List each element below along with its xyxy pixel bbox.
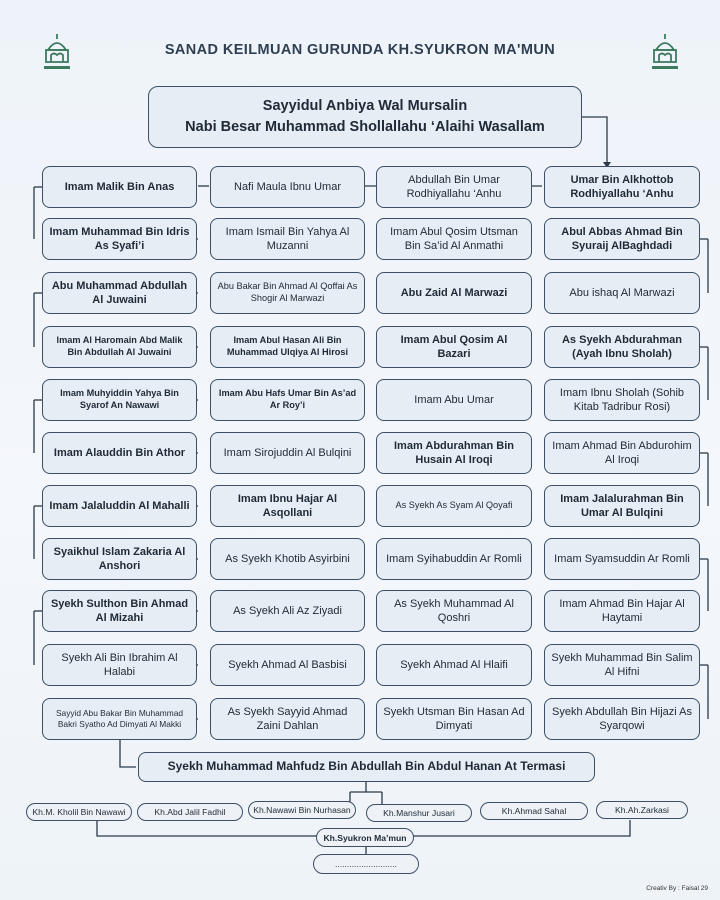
scholar-box-r1-c2: Nafi Maula Ibnu Umar — [210, 166, 365, 208]
scholar-box-r10-c4: Syekh Muhammad Bin Salim Al Hifni — [544, 644, 700, 686]
scholar-box-r9-c1: Syekh Sulthon Bin Ahmad Al Mizahi — [42, 590, 197, 632]
scholar-box-r5-c2: Imam Abu Hafs Umar Bin As’ad Ar Roy’i — [210, 379, 365, 421]
scholar-box-r3-c2: Abu Bakar Bin Ahmad Al Qoffai As Shogir Al Marwazi — [210, 272, 365, 314]
scholar-box-r11-c4: Syekh Abdullah Bin Hijazi As Syarqowi — [544, 698, 700, 740]
scholar-box-r3-c3: Abu Zaid Al Marwazi — [376, 272, 532, 314]
scholar-box-r4-c3: Imam Abul Qosim Al Bazari — [376, 326, 532, 368]
teacher-nawawi: Kh.Nawawi Bin Nurhasan — [248, 801, 356, 819]
scholar-box-r8-c3: Imam Syihabuddin Ar Romli — [376, 538, 532, 580]
scholar-box-r5-c3: Imam Abu Umar — [376, 379, 532, 421]
scholar-box-r5-c4: Imam Ibnu Sholah (Sohib Kitab Tadribur Rosi) — [544, 379, 700, 421]
teacher-manshur: Kh.Manshur Jusari — [366, 804, 472, 822]
scholar-box-r1-c1: Imam Malik Bin Anas — [42, 166, 197, 208]
scholar-box-r6-c3: Imam Abdurahman Bin Husain Al Iroqi — [376, 432, 532, 474]
scholar-box-r1-c3: Abdullah Bin Umar Rodhiyallahu ‘Anhu — [376, 166, 532, 208]
scholar-box-r7-c3: As Syekh As Syam Al Qoyafi — [376, 485, 532, 527]
teacher-abd-jalil: Kh.Abd Jalil Fadhil — [137, 803, 243, 821]
scholar-box-r1-c4: Umar Bin Alkhottob Rodhiyallahu ‘Anhu — [544, 166, 700, 208]
credit-text: Creativ By : Faisal 29 — [646, 885, 708, 892]
scholar-box-r8-c4: Imam Syamsuddin Ar Romli — [544, 538, 700, 580]
scholar-box-r11-c1: Sayyid Abu Bakar Bin Muhammad Bakri Syatho Ad Dimyati Al Makki — [42, 698, 197, 740]
scholar-box-r6-c1: Imam Alauddin Bin Athor — [42, 432, 197, 474]
teacher-zarkasi: Kh.Ah.Zarkasi — [596, 801, 688, 819]
scholar-box-r2-c2: Imam Ismail Bin Yahya Al Muzanni — [210, 218, 365, 260]
scholar-box-r9-c4: Imam Ahmad Bin Hajar Al Haytami — [544, 590, 700, 632]
scholar-box-r2-c4: Abul Abbas Ahmad Bin Syuraij AlBaghdadi — [544, 218, 700, 260]
scholar-box-r7-c4: Imam Jalalurahman Bin Umar Al Bulqini — [544, 485, 700, 527]
scholar-box-r8-c2: As Syekh Khotib Asyirbini — [210, 538, 365, 580]
teacher-ahmad-sahal: Kh.Ahmad Sahal — [480, 802, 588, 820]
scholar-box-r9-c2: As Syekh Ali Az Ziyadi — [210, 590, 365, 632]
scholar-box-r3-c4: Abu ishaq Al Marwazi — [544, 272, 700, 314]
scholar-box-r3-c1: Abu Muhammad Abdullah Al Juwaini — [42, 272, 197, 314]
prophet-line-2: Nabi Besar Muhammad Shollallahu ‘Alaihi Wasallam — [185, 119, 545, 135]
scholar-box-r7-c1: Imam Jalaluddin Al Mahalli — [42, 485, 197, 527]
prophet-box — [148, 86, 582, 148]
scholar-box-r4-c2: Imam Abul Hasan Ali Bin Muhammad Ulqiya Al Hirosi — [210, 326, 365, 368]
blank-box: .......................... — [313, 854, 419, 874]
scholar-box-r4-c4: As Syekh Abdurahman (Ayah Ibnu Sholah) — [544, 326, 700, 368]
scholar-box-r10-c2: Syekh Ahmad Al Basbisi — [210, 644, 365, 686]
scholar-box-r10-c1: Syekh Ali Bin Ibrahim Al Halabi — [42, 644, 197, 686]
scholar-box-r6-c2: Imam Sirojuddin Al Bulqini — [210, 432, 365, 474]
scholar-box-r7-c2: Imam Ibnu Hajar Al Asqollani — [210, 485, 365, 527]
page-title: SANAD KEILMUAN GURUNDA KH.SYUKRON MA'MUN — [164, 42, 556, 58]
scholar-box-r2-c3: Imam Abul Qosim Utsman Bin Sa’id Al Anmathi — [376, 218, 532, 260]
syukron-box: Kh.Syukron Ma’mun — [316, 828, 414, 847]
scholar-box-r11-c2: As Syekh Sayyid Ahmad Zaini Dahlan — [210, 698, 365, 740]
scholar-box-r10-c3: Syekh Ahmad Al Hlaifi — [376, 644, 532, 686]
scholar-box-r5-c1: Imam Muhyiddin Yahya Bin Syarof An Nawawi — [42, 379, 197, 421]
scholar-box-r9-c3: As Syekh Muhammad Al Qoshri — [376, 590, 532, 632]
scholar-box-r2-c1: Imam Muhammad Bin Idris As Syafi’i — [42, 218, 197, 260]
teacher-kholil: Kh.M. Kholil Bin Nawawi — [26, 803, 132, 821]
scholar-box-r4-c1: Imam Al Haromain Abd Malik Bin Abdullah Al Juwaini — [42, 326, 197, 368]
scholar-box-r6-c4: Imam Ahmad Bin Abdurohim Al Iroqi — [544, 432, 700, 474]
scholar-box-r8-c1: Syaikhul Islam Zakaria Al Anshori — [42, 538, 197, 580]
scholar-box-r11-c3: Syekh Utsman Bin Hasan Ad Dimyati — [376, 698, 532, 740]
mahfudz-box: Syekh Muhammad Mahfudz Bin Abdullah Bin Abdul Hanan At Termasi — [138, 752, 595, 782]
prophet-line-1: Sayyidul Anbiya Wal Mursalin — [262, 97, 468, 114]
